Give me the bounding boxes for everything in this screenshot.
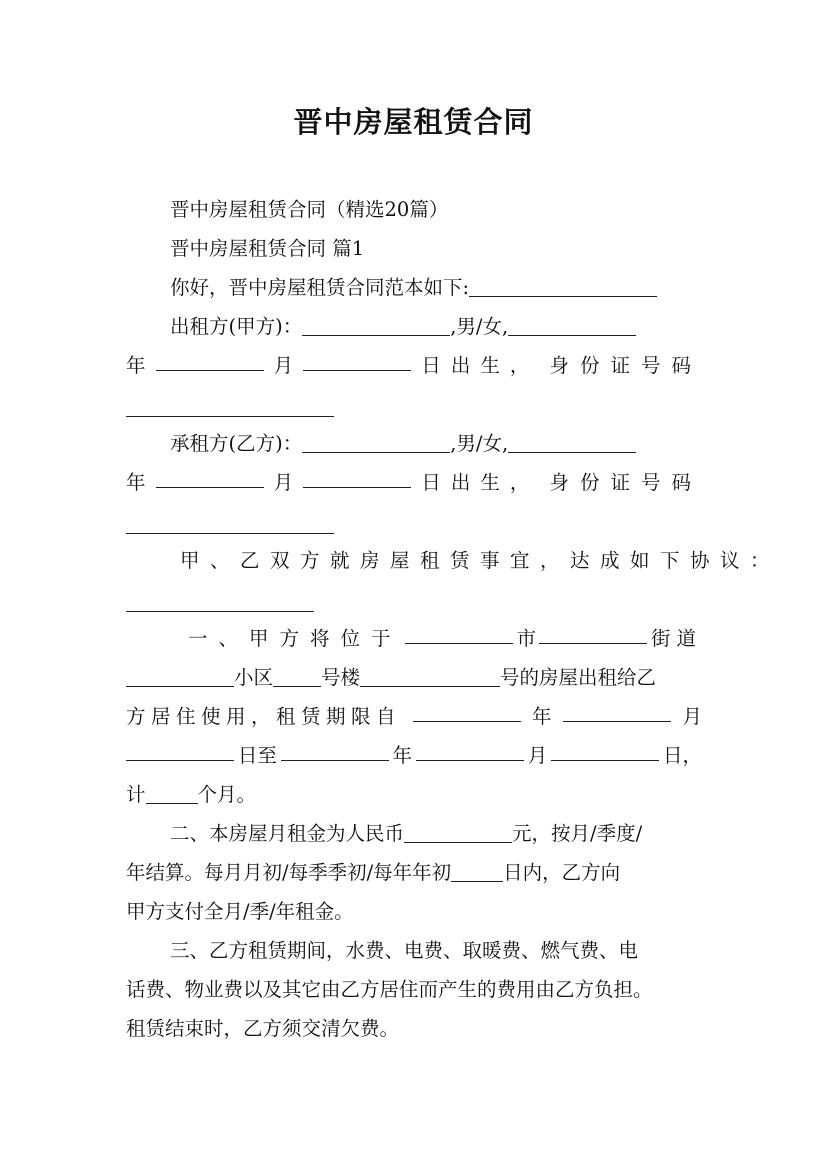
clause2-p1: 二、本房屋月租金为人民币 [170, 822, 405, 845]
agreement-blank-line [126, 585, 702, 621]
clause1-p9: 月 [682, 705, 702, 728]
lessor-gender: ,男/女, [450, 315, 509, 338]
lessor-label: 出租方(甲方)： [170, 315, 303, 338]
blank-field [303, 465, 411, 488]
blank-field [451, 859, 503, 882]
lessee-gender: ,男/女, [450, 432, 509, 455]
clause2-line1 [170, 816, 702, 852]
clause1-p3: 街道 [650, 627, 702, 650]
lessee-month: 月 [273, 471, 294, 494]
lessee-born: 日出生， [421, 471, 540, 494]
blank-field [156, 348, 264, 371]
clause1-p2: 市 [516, 627, 536, 650]
blank-field [551, 738, 659, 761]
intro-line [170, 270, 702, 306]
agreement-line [180, 543, 781, 579]
blank-field [360, 664, 500, 687]
lessor-name-blank [302, 313, 450, 336]
clause1-p4: 小区 [234, 666, 274, 689]
clause1-p14: 计 [126, 783, 146, 806]
lessee-line [170, 426, 702, 462]
clause2-line3 [126, 894, 702, 930]
blank-field [563, 699, 671, 722]
agreement-text: 甲、乙双方就房屋租赁事宜，达成如下协议： [180, 549, 781, 572]
blank-field [539, 621, 647, 644]
clause3-line3: 租赁结束时，乙方须交清欠费。 [126, 1017, 400, 1040]
lessor-id-blank [126, 394, 334, 417]
lessee-name-blank [302, 430, 450, 453]
document-title: 晋中房屋租赁合同 [293, 105, 534, 139]
clause1-p12: 月 [527, 744, 548, 767]
clause1-p5: 号楼 [321, 666, 361, 689]
clause3-line2: 话费、物业费以及其它由乙方居住而产生的费用由乙方负担。 [126, 978, 653, 1001]
lessor-line [170, 309, 702, 345]
lessor-month: 月 [273, 354, 294, 377]
clause2-p2: 元，按月/季度/ [512, 822, 643, 845]
clause1-p7: 方居住使用，租赁期限自 [126, 705, 402, 728]
lessee-year: 年 [126, 471, 146, 494]
clause1-line4 [126, 738, 702, 774]
clause1-p11: 年 [392, 744, 413, 767]
blank-field [416, 738, 524, 761]
lessee-gender-blank [508, 430, 636, 453]
clause1-line5 [126, 777, 702, 813]
blank-field [469, 274, 657, 297]
clause1-line1 [188, 621, 702, 657]
lessor-birth-line [126, 348, 702, 384]
clause2-p4: 日内，乙方向 [503, 861, 621, 884]
clause1-p15: 个月。 [197, 783, 257, 806]
blank-field [156, 465, 264, 488]
blank-field [404, 820, 512, 843]
lessor-id-line [126, 390, 702, 426]
clause2-p5: 甲方支付全月/季/年租金。 [126, 900, 354, 923]
lessor-gender-blank [508, 313, 636, 336]
blank-field [273, 664, 321, 687]
clause1-p8: 年 [531, 705, 552, 728]
clause2-p3: 年结算。每月月初/每季季初/每年年初 [126, 861, 452, 884]
lessee-id-line [126, 507, 702, 543]
blank-field [126, 589, 314, 612]
subtitle: 晋中房屋租赁合同（精选20篇） [170, 198, 449, 221]
lessee-id: 身份证号码 [549, 471, 702, 494]
clause1-p10: 日至 [237, 744, 277, 767]
lessee-label: 承租方(乙方)： [170, 432, 303, 455]
lessor-id: 身份证号码 [549, 354, 702, 377]
blank-field [413, 699, 521, 722]
blank-field [281, 738, 389, 761]
clause3-line1: 三、乙方租赁期间，水费、电费、取暖费、燃气费、电 [170, 939, 639, 962]
intro-text: 你好，晋中房屋租赁合同范本如下: [170, 276, 470, 299]
blank-field [126, 738, 234, 761]
lessor-born: 日出生， [421, 354, 540, 377]
lessee-id-blank [126, 511, 334, 534]
clause1-p6: 号的房屋出租给乙 [500, 666, 657, 689]
clause1-line2 [126, 660, 702, 696]
lessor-year: 年 [126, 354, 146, 377]
blank-field [405, 621, 513, 644]
blank-field [303, 348, 411, 371]
clause2-line2 [126, 855, 702, 891]
blank-field [146, 781, 198, 804]
clause1-p1: 一、甲方将位于 [188, 627, 402, 650]
clause1-line3 [126, 699, 702, 735]
section-heading: 晋中房屋租赁合同 篇1 [170, 237, 365, 260]
clause1-p13: 日， [662, 744, 702, 767]
blank-field [126, 664, 234, 687]
lessee-birth-line [126, 465, 702, 501]
